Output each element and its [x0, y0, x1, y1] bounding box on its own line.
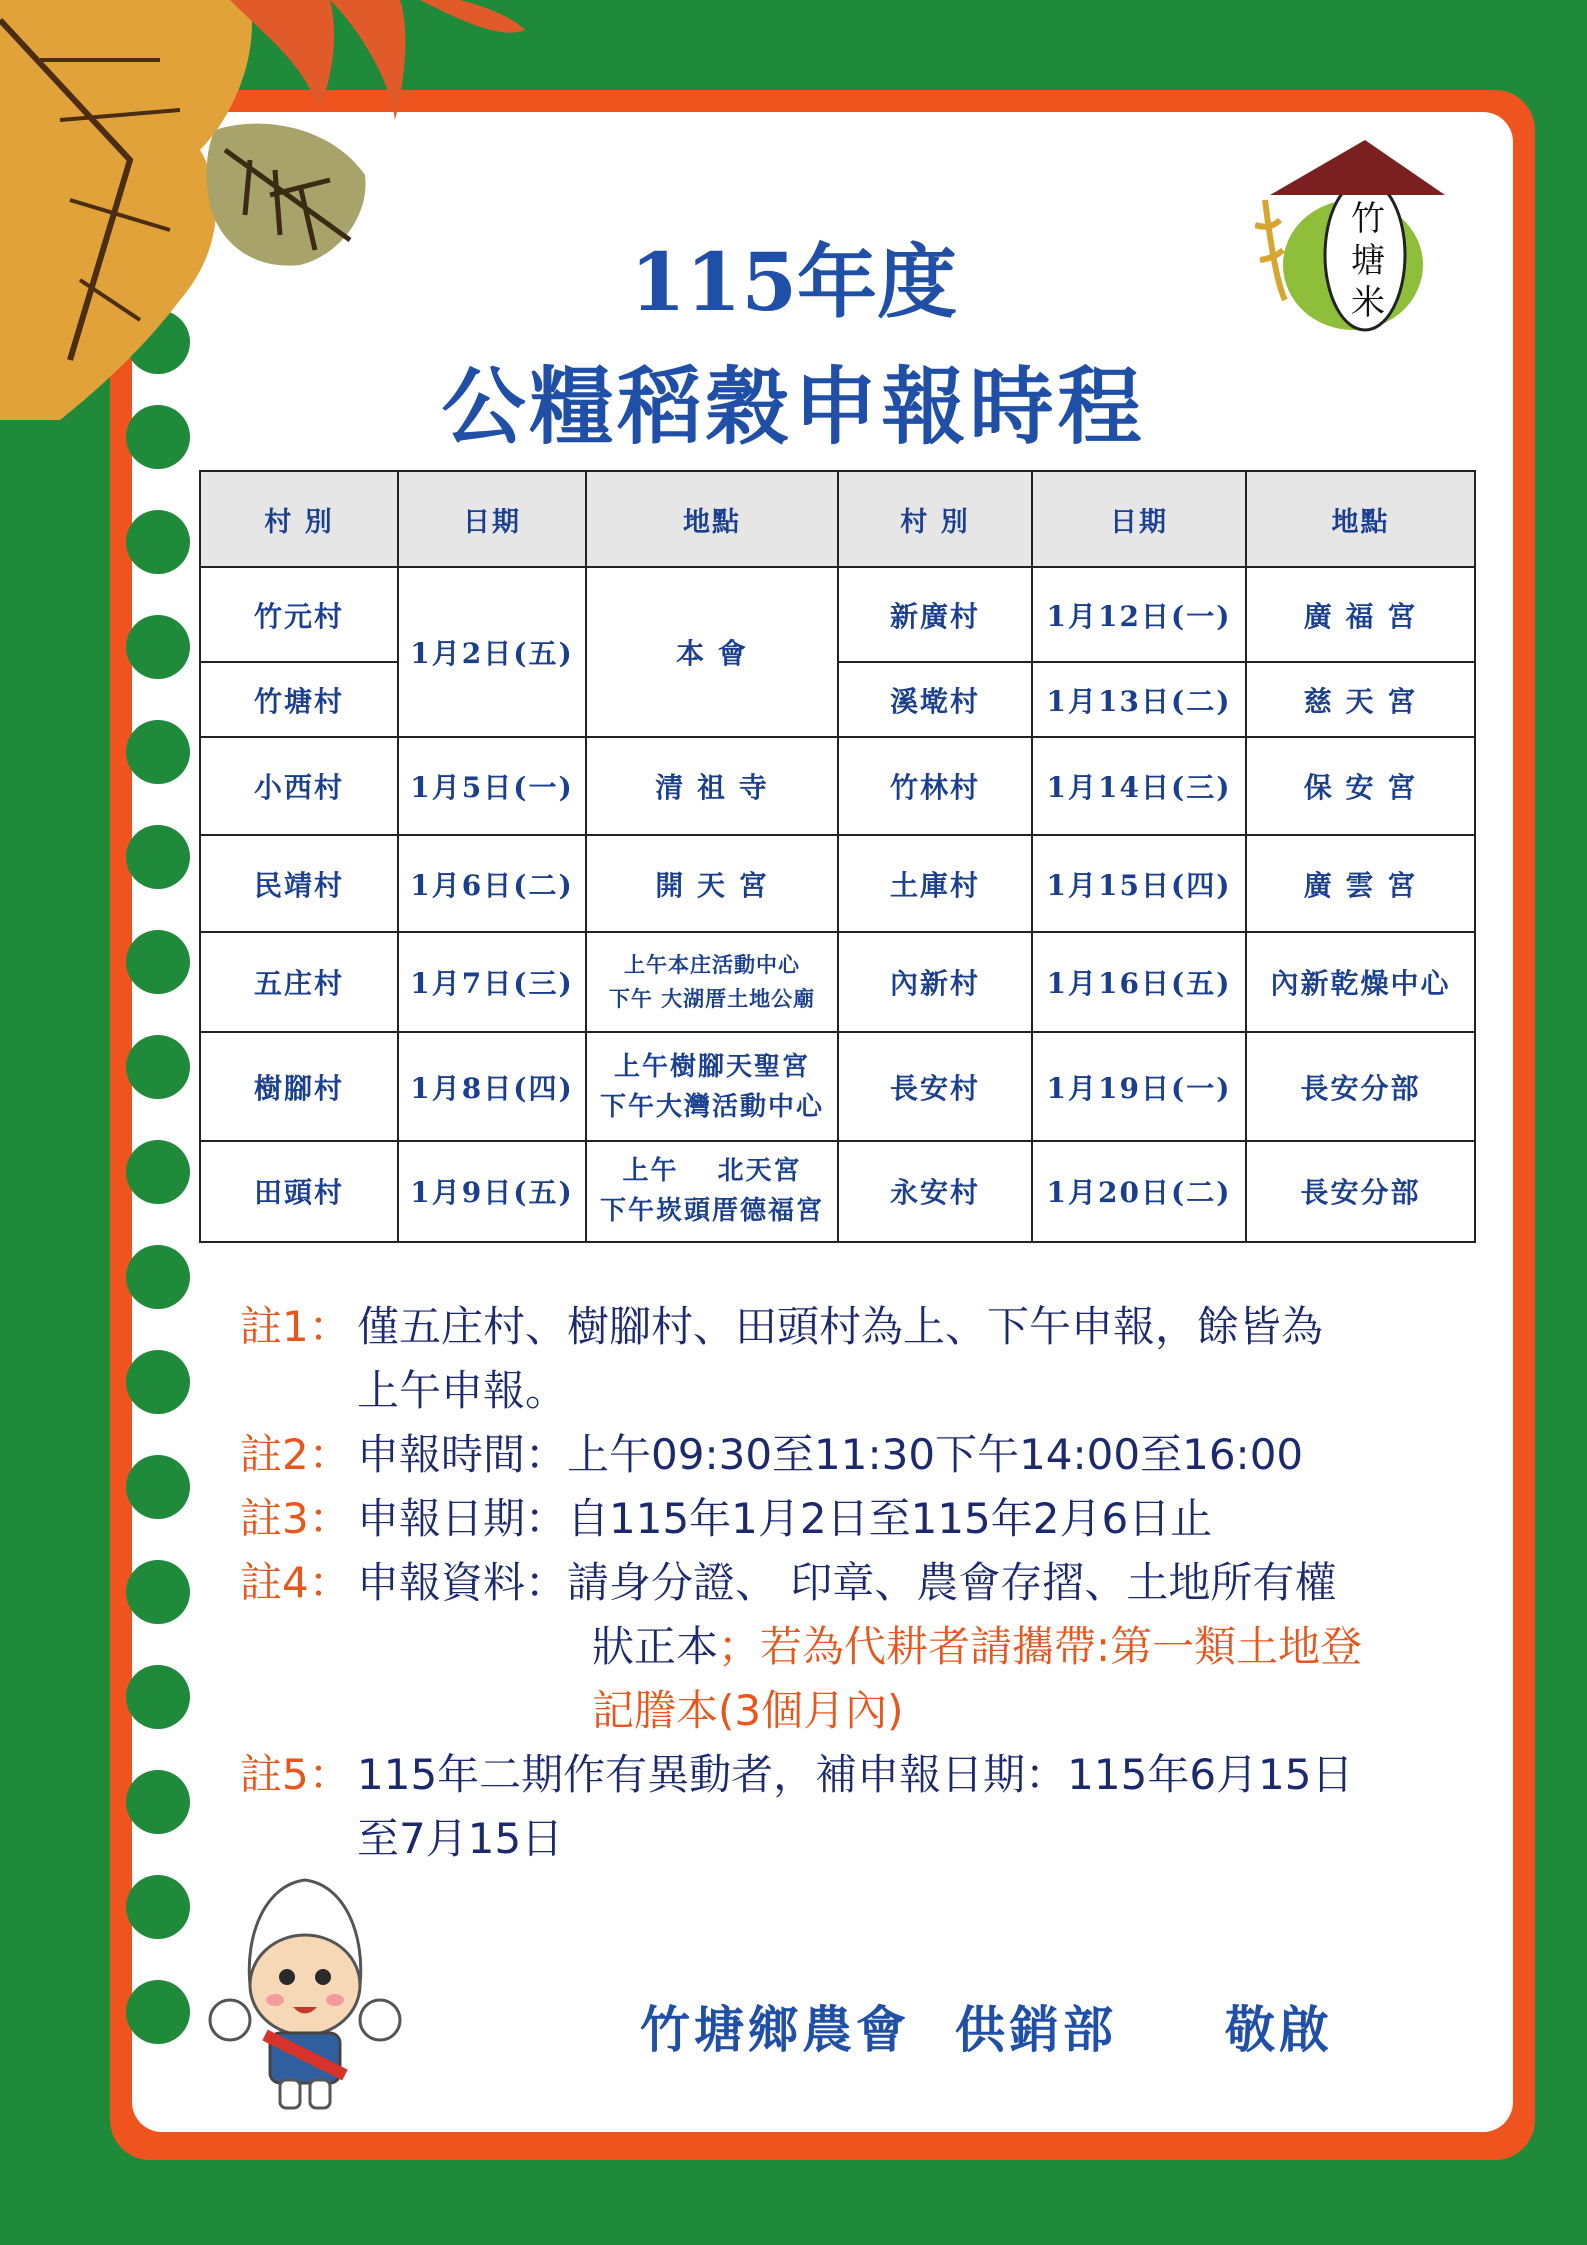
village-cell: 小西村	[200, 737, 398, 835]
svg-text:塘: 塘	[1351, 241, 1385, 281]
page-title-year: 115年度	[630, 235, 957, 329]
date-cell: 1月2日(五)	[398, 567, 586, 736]
date-cell: 1月8日(四)	[398, 1032, 586, 1140]
binder-dot	[126, 930, 190, 994]
binder-dot	[126, 1245, 190, 1309]
table-row	[200, 1032, 1475, 1140]
binder-dot	[126, 1980, 190, 2044]
date-cell: 1月7日(三)	[398, 932, 586, 1032]
village-cell: 樹腳村	[200, 1032, 398, 1140]
note-text	[592, 1615, 1460, 1679]
date-cell: 1月13日(二)	[1032, 662, 1246, 736]
binder-dot	[126, 1140, 190, 1204]
note-2	[240, 1423, 1460, 1487]
place-am: 上午本庄活動中心	[624, 952, 800, 978]
table-row	[200, 737, 1475, 835]
header-place: 地點	[586, 471, 838, 567]
note-text-part: 狀正本	[592, 1622, 719, 1671]
note-3	[240, 1487, 1460, 1551]
place-cell: 長安分部	[1246, 1032, 1475, 1140]
village-cell: 民靖村	[200, 835, 398, 932]
binder-dot	[126, 615, 190, 679]
note-text: 僅五庄村、樹腳村、田頭村為上、下午申報，餘皆為	[357, 1302, 1324, 1351]
svg-text:米: 米	[1351, 283, 1385, 323]
notes-section	[240, 1295, 1460, 1871]
place-cell: 開 天 宮	[586, 835, 838, 932]
place-cell: 清 祖 寺	[586, 737, 838, 835]
place-cell	[586, 932, 838, 1032]
table-row	[200, 1141, 1475, 1242]
note-highlight: 記謄本(3個月內)	[592, 1686, 904, 1735]
header-date: 日期	[1032, 471, 1246, 567]
rice-mascot-icon	[195, 1875, 415, 2115]
place-cell: 保 安 宮	[1246, 737, 1475, 835]
schedule-table	[199, 470, 1476, 1243]
header-place: 地點	[1246, 471, 1475, 567]
place-pm: 下午崁頭厝德福宮	[599, 1196, 824, 1227]
date-cell: 1月16日(五)	[1032, 932, 1246, 1032]
table-header-row	[200, 471, 1475, 567]
binder-dot	[126, 1560, 190, 1624]
place-cell: 廣 福 宮	[1246, 567, 1475, 662]
note-text: 申報時間：上午09:30至11:30下午14:00至16:00	[357, 1430, 1304, 1479]
binder-dot	[126, 510, 190, 574]
table-row	[200, 662, 1475, 736]
date-cell: 1月9日(五)	[398, 1141, 586, 1242]
date-cell: 1月14日(三)	[1032, 737, 1246, 835]
note-1	[240, 1295, 1460, 1423]
note-label: 註4：	[240, 1558, 351, 1607]
place-pm: 下午大灣活動中心	[599, 1091, 824, 1122]
note-highlight: ；若為代耕者請攜帶:第一類土地登	[718, 1622, 1363, 1671]
note-4	[240, 1551, 1460, 1743]
date-cell: 1月19日(一)	[1032, 1032, 1246, 1140]
place-am: 上午 北天宮	[622, 1156, 802, 1187]
date-cell: 1月6日(二)	[398, 835, 586, 932]
place-cell: 內新乾燥中心	[1246, 932, 1475, 1032]
date-cell: 1月12日(一)	[1032, 567, 1246, 662]
note-label: 註5：	[240, 1750, 351, 1799]
binder-dot	[126, 1035, 190, 1099]
note-label: 註3：	[240, 1494, 351, 1543]
page-title: 公糧稻穀申報時程	[441, 357, 1146, 456]
header-village: 村 別	[838, 471, 1032, 567]
place-cell: 本 會	[586, 567, 838, 736]
village-cell: 竹塘村	[200, 662, 398, 736]
signature-dept: 供銷部	[955, 2000, 1117, 2059]
binder-dot	[126, 720, 190, 784]
note-5	[240, 1743, 1460, 1871]
village-cell: 田頭村	[200, 1141, 398, 1242]
binder-dot	[126, 1455, 190, 1519]
note-text: 申報日期：自115年1月2日至115年2月6日止	[357, 1494, 1213, 1543]
place-pm: 下午 大湖厝土地公廟	[608, 986, 816, 1012]
binder-dot	[126, 1770, 190, 1834]
signature-closing: 敬啟	[1225, 2000, 1333, 2059]
date-cell: 1月20日(二)	[1032, 1141, 1246, 1242]
place-cell: 長安分部	[1246, 1141, 1475, 1242]
signature-org: 竹塘鄉農會	[640, 2000, 910, 2059]
header-village: 村 別	[200, 471, 398, 567]
note-label: 註2：	[240, 1430, 351, 1479]
village-cell: 長安村	[838, 1032, 1032, 1140]
svg-text:竹: 竹	[1351, 199, 1385, 239]
village-cell: 竹林村	[838, 737, 1032, 835]
date-cell: 1月15日(四)	[1032, 835, 1246, 932]
place-cell	[586, 1032, 838, 1140]
village-cell: 永安村	[838, 1141, 1032, 1242]
note-label: 註1：	[240, 1302, 351, 1351]
place-am: 上午樹腳天聖宮	[613, 1051, 810, 1082]
table-row	[200, 932, 1475, 1032]
place-cell: 廣 雲 宮	[1246, 835, 1475, 932]
binder-dot	[126, 1350, 190, 1414]
village-cell: 溪墘村	[838, 662, 1032, 736]
table-row	[200, 567, 1475, 662]
village-cell: 土庫村	[838, 835, 1032, 932]
note-text: 申報資料：請身分證、 印章、農會存摺、土地所有權	[357, 1558, 1337, 1607]
header-date: 日期	[398, 471, 586, 567]
note-text: 上午申報。	[357, 1366, 568, 1415]
place-cell	[586, 1141, 838, 1242]
note-text: 至7月15日	[357, 1814, 564, 1863]
village-cell: 內新村	[838, 932, 1032, 1032]
note-text: 115年二期作有異動者，補申報日期：115年6月15日	[357, 1750, 1354, 1799]
village-cell: 五庄村	[200, 932, 398, 1032]
binder-dot	[126, 1665, 190, 1729]
binder-dot	[126, 825, 190, 889]
village-cell: 竹元村	[200, 567, 398, 662]
table-row	[200, 835, 1475, 932]
date-cell: 1月5日(一)	[398, 737, 586, 835]
place-cell: 慈 天 宮	[1246, 662, 1475, 736]
village-cell: 新廣村	[838, 567, 1032, 662]
binder-dot	[126, 1875, 190, 1939]
